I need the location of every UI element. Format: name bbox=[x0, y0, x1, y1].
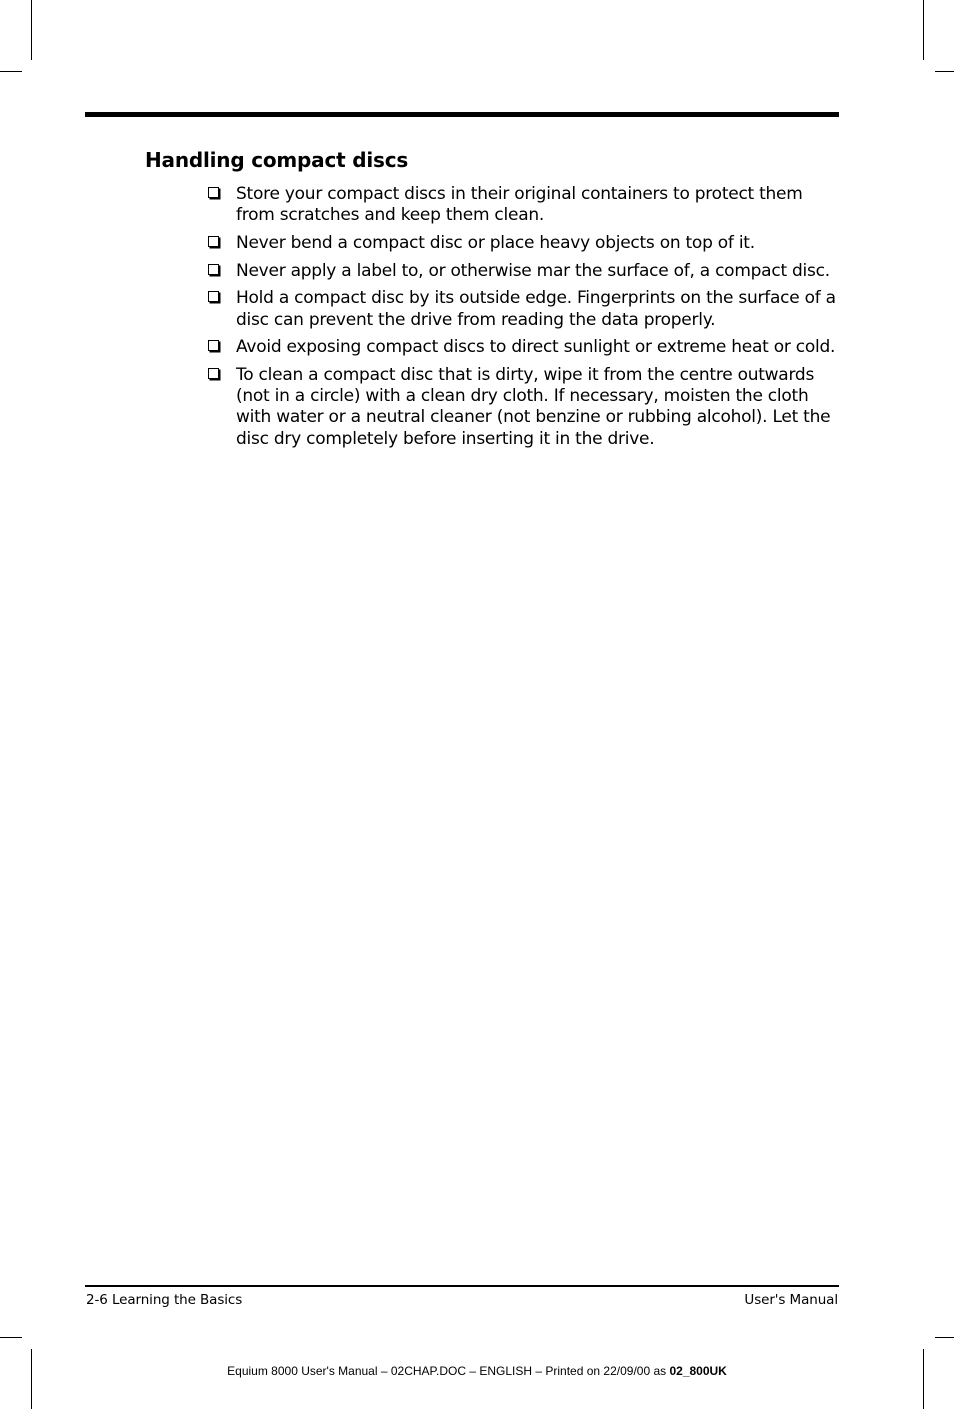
list-item-text: Avoid exposing compact discs to direct sunlight or extreme heat or cold. bbox=[236, 337, 836, 358]
print-info-code: 02_800UK bbox=[669, 1364, 727, 1378]
section-title: Handling compact discs bbox=[145, 148, 409, 172]
crop-mark bbox=[31, 0, 32, 60]
footer-chapter: 2-6 Learning the Basics bbox=[86, 1292, 243, 1308]
checkbox-bullet-icon bbox=[208, 291, 219, 302]
checkbox-bullet-icon bbox=[208, 368, 219, 379]
list-item-text: To clean a compact disc that is dirty, wipe it from the centre outwards (not in a circle) with a clean dry cloth. If necessary, moisten the cloth with water or a neutral cleaner (not benzine or rubbing alcohol). Let the disc dry completely before inserting it in the drive. bbox=[236, 364, 831, 449]
list-item bbox=[206, 337, 846, 358]
crop-mark bbox=[0, 1337, 22, 1338]
footer-rule bbox=[85, 1285, 839, 1287]
checkbox-bullet-icon bbox=[208, 264, 219, 275]
print-info-text: Equium 8000 User's Manual – 02CHAP.DOC – ENGLISH – Printed on 22/09/00 as bbox=[227, 1364, 670, 1378]
crop-mark bbox=[923, 1349, 924, 1409]
list-item bbox=[206, 288, 846, 330]
footer-manual-name: User's Manual bbox=[744, 1292, 838, 1308]
list-item-text: Hold a compact disc by its outside edge. Fingerprints on the surface of a disc can prevent the drive from reading the data properly. bbox=[236, 288, 836, 330]
crop-mark bbox=[935, 1337, 954, 1338]
list-item bbox=[206, 184, 846, 226]
list-item-text: Never bend a compact disc or place heavy objects on top of it. bbox=[236, 232, 755, 253]
checkbox-bullet-icon bbox=[208, 187, 219, 198]
list-item bbox=[206, 233, 846, 254]
checkbox-bullet-icon bbox=[208, 236, 219, 247]
print-info bbox=[0, 1364, 954, 1378]
bullet-list bbox=[206, 184, 846, 456]
list-item bbox=[206, 261, 846, 282]
list-item-text: Never apply a label to, or otherwise mar the surface of, a compact disc. bbox=[236, 260, 830, 281]
crop-mark bbox=[935, 71, 954, 72]
crop-mark bbox=[31, 1349, 32, 1409]
crop-mark bbox=[923, 0, 924, 60]
checkbox-bullet-icon bbox=[208, 340, 219, 351]
list-item-text: Store your compact discs in their original containers to protect them from scratches and keep them clean. bbox=[236, 184, 803, 226]
list-item bbox=[206, 365, 846, 450]
crop-mark bbox=[0, 71, 22, 72]
header-rule bbox=[85, 112, 839, 117]
